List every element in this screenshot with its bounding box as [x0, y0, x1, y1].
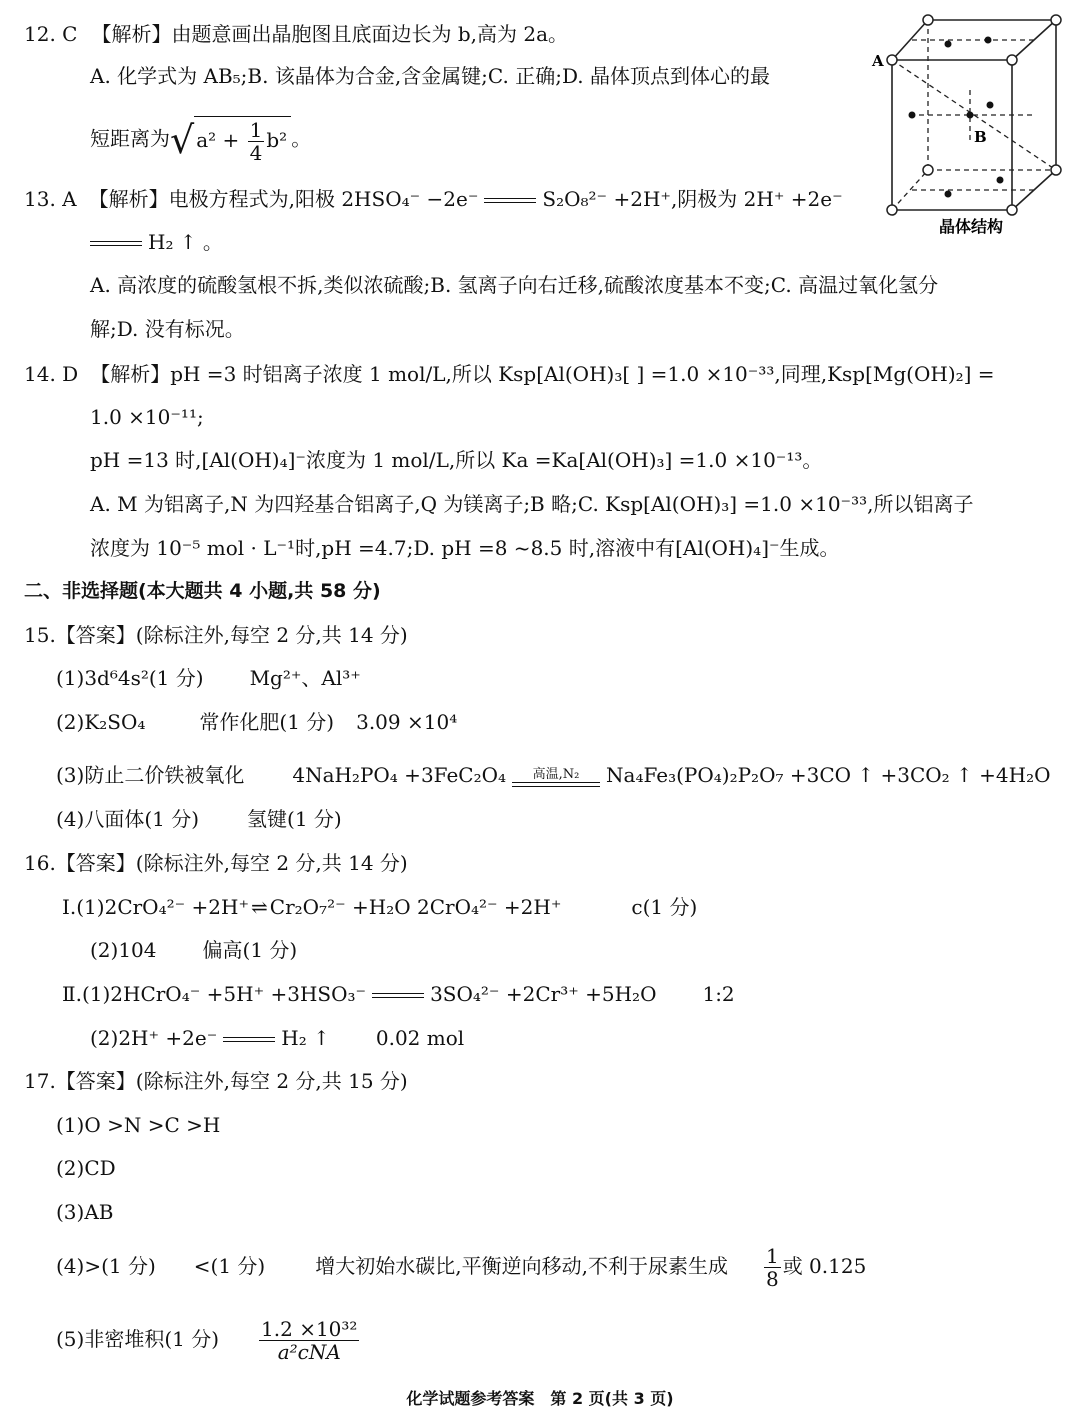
q13-line4: 解;D. 没有标况。	[90, 317, 245, 341]
q17-p4c: 增大初始水碳比,平衡逆向移动,不利于尿素生成	[315, 1254, 728, 1278]
q12-line1	[24, 21, 568, 47]
q15-p4a: (4)八面体(1 分)	[56, 807, 200, 831]
q16-ii2a: (2)2H⁺ +2e⁻	[90, 1026, 218, 1050]
q13-eq-right: S₂O₈²⁻ +2H⁺,阴极为 2H⁺ +2e⁻	[542, 187, 843, 211]
section2-title: 二、非选择题(本大题共 4 小题,共 58 分)	[24, 580, 381, 602]
q15-p3c: Na₄Fe₃(PO₄)₂P₂O₇ +3CO ↑ +3CO₂ ↑ +4H₂O	[606, 763, 1051, 787]
q14-head: 14. D	[24, 362, 79, 386]
q16-i2	[90, 937, 297, 963]
equals-long	[512, 782, 600, 787]
q12-line3-pre: 短距离为	[90, 126, 170, 151]
frac-den: a²cNA	[277, 1340, 341, 1364]
q16-head: 16.【答案】(除标注外,每空 2 分,共 14 分)	[24, 851, 408, 875]
q14-tag: 【解析】	[90, 362, 171, 386]
q16-i1a: Ⅰ.(1)2CrO₄²⁻ +2H⁺	[62, 895, 250, 919]
q16-ii1b: 3SO₄²⁻ +2Cr³⁺ +5H₂O	[430, 982, 657, 1006]
frac-density	[259, 1318, 359, 1363]
q17-head: 17.【答案】(除标注外,每空 2 分,共 15 分)	[24, 1069, 408, 1093]
q17-part2: (2)CD	[56, 1156, 116, 1180]
q14-line5: 浓度为 10⁻⁵ mol · L⁻¹时,pH =4.7;D. pH =8 ~8.5 时,溶液中有[Al(OH)₄]⁻生成。	[90, 536, 840, 560]
frac-num: 1	[249, 118, 263, 142]
frac-num: 1.2 ×10³²	[261, 1317, 358, 1341]
q13-tag: 【解析】	[88, 187, 169, 211]
q15-p2c: 3.09 ×10⁴	[356, 710, 458, 734]
q15-p2a: (2)K₂SO₄	[56, 710, 146, 734]
q17-part5	[56, 1318, 361, 1363]
q16-i2a: (2)104	[90, 938, 157, 962]
q17-part1: (1)O >N >C >H	[56, 1113, 221, 1137]
q13-line2	[90, 229, 223, 255]
q16-ii2b: H₂ ↑	[281, 1026, 330, 1050]
frac-den: 4	[249, 141, 263, 165]
q13-head: 13. A	[24, 187, 77, 211]
q15-p1b: Mg²⁺、Al³⁺	[249, 666, 361, 690]
crystal-structure-figure	[866, 2, 1076, 240]
q14-line1	[24, 361, 995, 387]
q12-text: 由题意画出晶胞图且底面边长为 b,高为 2a。	[171, 22, 568, 46]
q17-p4a: (4)>(1 分)	[56, 1254, 156, 1278]
q15-p4b: 氢键(1 分)	[247, 807, 342, 831]
equals-long	[484, 198, 536, 203]
q16-i1	[62, 894, 697, 920]
q16-ii2c: 0.02 mol	[375, 1026, 465, 1050]
q12-head: 12. C	[24, 22, 78, 46]
q17-p4d: 或 0.125	[782, 1254, 867, 1278]
q15-p3b: 4NaH₂PO₄ +3FeC₂O₄	[292, 763, 507, 787]
page-footer: 化学试题参考答案 第 2 页(共 3 页)	[406, 1389, 674, 1408]
q16-ii1	[62, 981, 735, 1007]
reversible-arrow-icon: ⇌	[251, 895, 268, 919]
q13-line3: A. 高浓度的硫酸氢根不拆,类似浓硫酸;B. 氢离子向右迁移,硫酸浓度基本不变;C. 高温过氧化氢分	[90, 273, 939, 297]
q15-p1a: (1)3d⁶4s²(1 分)	[56, 666, 204, 690]
q15-part1	[56, 665, 361, 691]
q16-i1c: c(1 分)	[631, 895, 698, 919]
q14-line2: 1.0 ×10⁻¹¹;	[90, 405, 204, 429]
frac-num: 1	[765, 1244, 779, 1268]
q12-line3	[90, 116, 311, 164]
reaction-condition-text: 高温,N₂	[532, 766, 580, 782]
q12-tag: 【解析】	[91, 22, 172, 46]
frac-one-eighth	[764, 1245, 781, 1290]
q17-p4b: <(1 分)	[193, 1254, 266, 1278]
q17-part4	[56, 1245, 866, 1290]
q12-line2: A. 化学式为 AB₅;B. 该晶体为合金,含金属键;C. 正确;D. 晶体顶点到体心的最	[90, 64, 770, 88]
q16-i2b: 偏高(1 分)	[202, 938, 298, 962]
q16-ii1c: 1:2	[702, 982, 735, 1006]
q12-line3-post: 。	[291, 126, 312, 151]
q15-p3a: (3)防止二价铁被氧化	[56, 763, 245, 787]
q17-p5a: (5)非密堆积(1 分)	[56, 1327, 220, 1351]
sqrt-a: a² +	[196, 128, 240, 152]
sqrt-body	[194, 116, 291, 164]
q13-line1	[24, 186, 843, 212]
q15-part4	[56, 806, 342, 832]
equals-long	[372, 993, 424, 998]
q17-part3: (3)AB	[56, 1200, 114, 1224]
q13-eq-left: 电极方程式为,阳极 2HSO₄⁻ −2e⁻	[168, 187, 479, 211]
figure-caption: 晶体结构	[938, 217, 1004, 236]
label-a: A	[872, 52, 884, 70]
label-b: B	[974, 128, 987, 146]
q15-part3	[56, 762, 1051, 788]
equals-long	[90, 241, 142, 246]
frac-den: 8	[765, 1267, 779, 1291]
sqrt-sign: √	[170, 118, 195, 162]
frac-quarter	[248, 119, 265, 164]
q16-i1b: Cr₂O₇²⁻ +H₂O 2CrO₄²⁻ +2H⁺	[269, 895, 562, 919]
q16-ii2	[90, 1025, 464, 1051]
q16-ii1a: Ⅱ.(1)2HCrO₄⁻ +5H⁺ +3HSO₃⁻	[62, 982, 367, 1006]
q15-head: 15.【答案】(除标注外,每空 2 分,共 14 分)	[24, 623, 408, 647]
q15-p2b: 常作化肥(1 分)	[199, 710, 335, 734]
q13-h2: H₂ ↑ 。	[148, 230, 223, 254]
equals-long	[223, 1037, 275, 1042]
reaction-condition	[512, 767, 600, 787]
q14-line4: A. M 为铝离子,N 为四羟基合铝离子,Q 为镁离子;B 略;C. Ksp[Al(OH)₃] =1.0 ×10⁻³³,所以铝离子	[90, 492, 974, 516]
q14-line3: pH =13 时,[Al(OH)₄]⁻浓度为 1 mol/L,所以 Ka =Ka[Al(OH)₃] =1.0 ×10⁻¹³。	[90, 448, 823, 472]
q14-text1: pH =3 时铝离子浓度 1 mol/L,所以 Ksp[Al(OH)₃[ ] =1.0 ×10⁻³³,同理,Ksp[Mg(OH)₂] =	[170, 362, 995, 386]
q15-part2	[56, 709, 457, 735]
sqrt-b: b²	[266, 128, 288, 152]
